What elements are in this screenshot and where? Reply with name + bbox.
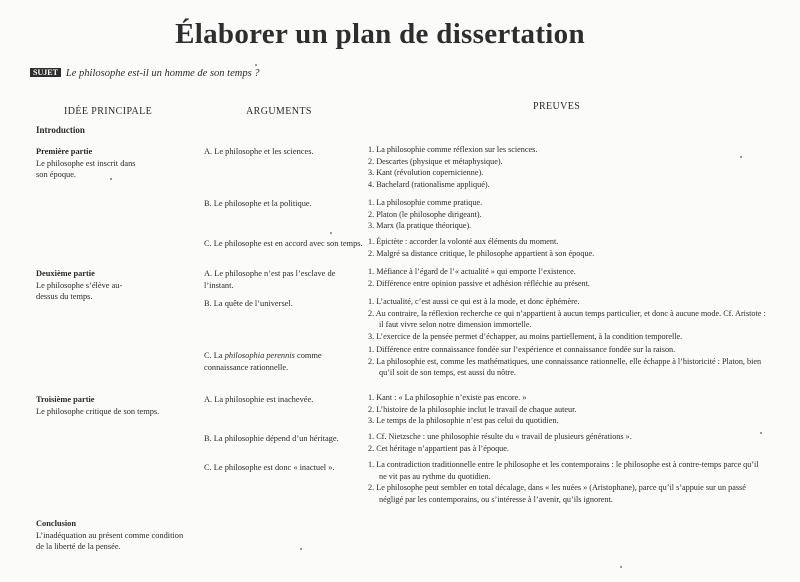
subject-question: Le philosophe est-il un homme de son temps ?: [65, 68, 260, 79]
scan-speck: [255, 64, 257, 66]
proofs-2c: [368, 344, 768, 379]
argument-2b: B. La quête de l’universel.: [204, 299, 293, 308]
proof-item: 1. Cf. Nietzsche : une philosophie résulte du « travail de plusieurs générations ».: [368, 432, 632, 441]
proof-item: 2. Différence entre opinion passive et adhésion réfléchie au présent.: [368, 278, 590, 288]
proof-item: 3. Le temps de la philosophie n’est pas celui du quotidien.: [368, 416, 559, 426]
part-2-title: Deuxième partie: [36, 269, 95, 278]
proof-item: 1. Épictète : accorder la volonté aux éléments du moment.: [368, 237, 559, 246]
proof-item: 2. Cet héritage n’appartient pas à l’époque.: [368, 443, 509, 453]
scan-speck: [110, 178, 112, 180]
proof-item: 1. Kant : « La philosophie n’existe pas encore. »: [368, 393, 527, 402]
introduction-label: Introduction: [36, 125, 85, 135]
proof-item: 3. Kant (révolution copernicienne).: [368, 168, 484, 178]
part-1: [36, 146, 186, 181]
argument-1c: C. Le philosophe est en accord avec son temps.: [204, 239, 363, 248]
proof-item: 1. La philosophie comme pratique.: [368, 198, 483, 207]
proof-item: 3. L’exercice de la pensée permet d’échapper, au moins partiellement, à la condition temporelle.: [368, 331, 683, 341]
proof-item: 2. Platon (le philosophe dirigeant).: [368, 209, 482, 219]
part-1-title: Première partie: [36, 147, 93, 156]
proofs-1a: [368, 144, 768, 190]
argument-2c-emphasis: philosophia perennis: [224, 351, 295, 360]
part-1-text: Le philosophe est inscrit dans son époque.: [36, 158, 136, 180]
proof-item: 2. Malgré sa distance critique, le philosophe appartient à son époque.: [368, 248, 595, 258]
subject-line: [30, 68, 260, 79]
proof-item: 2. Le philosophe peut sembler en total décalage, dans « les nuées » (Aristophane), parce qu’il s’appuie sur un passé négligé par les contemporains, ou s’intéresse à l’avenir, qu’ils ignorent.: [368, 483, 746, 504]
proof-item: 2. L’histoire de la philosophie inclut le travail de chaque auteur.: [368, 404, 577, 414]
header-arguments: ARGUMENTS: [246, 106, 312, 117]
proof-item: 4. Bachelard (rationalisme appliqué).: [368, 179, 490, 189]
proof-item: 3. Marx (la pratique théorique).: [368, 221, 472, 231]
proof-item: 1. La philosophie comme réflexion sur les sciences.: [368, 145, 538, 154]
proofs-3b: [368, 431, 768, 454]
conclusion: [36, 518, 196, 553]
argument-2a: A. Le philosophe n’est pas l’esclave de l’instant.: [204, 269, 336, 290]
part-3: [36, 394, 196, 417]
argument-3c: C. Le philosophe est donc « inactuel ».: [204, 463, 335, 472]
proofs-2a: [368, 266, 768, 289]
argument-3a: A. La philosophie est inachevée.: [204, 395, 314, 404]
argument-1a: A. Le philosophe et les sciences.: [204, 147, 314, 156]
proofs-1b: [368, 197, 768, 232]
scan-speck: [760, 432, 762, 434]
argument-3b: B. La philosophie dépend d’un héritage.: [204, 434, 339, 443]
proofs-2b: [368, 296, 768, 342]
page-title: Élaborer un plan de dissertation: [175, 18, 585, 50]
proof-item: 1. Différence entre connaissance fondée sur l’expérience et connaissance fondée sur la raison.: [368, 345, 676, 354]
proof-item: 2. La philosophie est, comme les mathématiques, une connaissance rationnelle, elle échappe à l’historicité : Platon, bien qu’il soit de son temps, est aussi du nôtre.: [368, 356, 762, 378]
argument-2c: [204, 350, 344, 373]
proof-item: 1. La contradiction traditionnelle entre le philosophe et les contemporains : le philosophe est à contre-temps parce qu’il ne vit pas au rythme du quotidien.: [368, 460, 759, 481]
part-3-title: Troisième partie: [36, 395, 95, 404]
proof-item: 1. Méfiance à l’égard de l’« actualité » qui emporte l’existence.: [368, 267, 576, 276]
proofs-3c: [368, 459, 768, 505]
part-3-text: Le philosophe critique de son temps.: [36, 406, 160, 416]
proof-item: 2. Descartes (physique et métaphysique).: [368, 156, 503, 166]
argument-1b: B. Le philosophe et la politique.: [204, 199, 312, 208]
conclusion-title: Conclusion: [36, 519, 77, 528]
scan-speck: [330, 232, 332, 234]
scan-speck: [300, 548, 302, 550]
scan-speck: [620, 566, 622, 568]
conclusion-text: L’inadéquation au présent comme condition de la liberté de la pensée.: [36, 530, 184, 552]
argument-2c-pre: C. La: [204, 351, 225, 360]
argument-2c-post: comme connaissance rationnelle.: [204, 351, 322, 372]
proof-item: 2. Au contraire, la réflexion recherche ce qui n’appartient à aucun temps particulier, et donc à aucune mode. Cf. Aristote : il faut vivre selon notre dimension immortelle.: [368, 308, 766, 330]
proofs-3a: [368, 392, 768, 427]
header-idee: IDÉE PRINCIPALE: [64, 106, 153, 117]
proofs-1c: [368, 236, 768, 259]
subject-tag: SUJET: [30, 68, 61, 77]
header-preuves: PREUVES: [533, 101, 581, 112]
proof-item: 1. L’actualité, c’est aussi ce qui est à la mode, et donc éphémère.: [368, 297, 580, 306]
scan-speck: [740, 156, 742, 158]
part-2: [36, 268, 186, 303]
part-2-text: Le philosophe s’élève au-dessus du temps.: [36, 280, 123, 302]
